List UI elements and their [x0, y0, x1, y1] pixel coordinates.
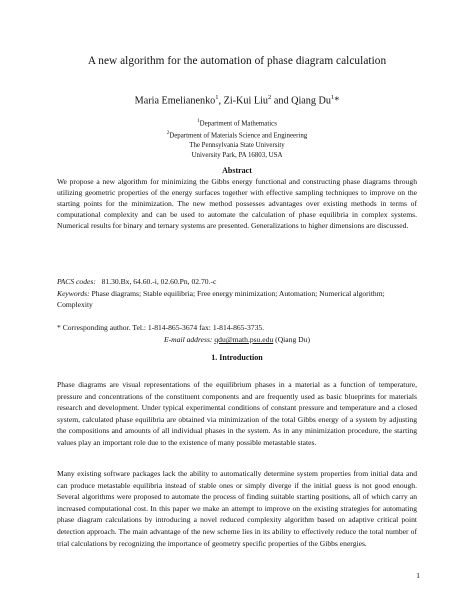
affiliation-line	[40, 129, 434, 141]
keywords	[57, 288, 417, 310]
author-name: Zi-Kui Liu	[223, 95, 269, 107]
pacs-label: PACS codes:	[57, 277, 96, 286]
affiliation-mark: 1	[197, 119, 200, 124]
author-name: Maria Emelianenko	[134, 95, 216, 107]
affiliation-line	[40, 117, 434, 129]
email-link[interactable]: qdu@math.psu.edu	[214, 335, 274, 344]
paper-title: A new algorithm for the automation of phase diagram calculation	[87, 55, 387, 67]
keywords-value: Phase diagrams; Stable equilibria; Free energy minimization; Automation; Numerical algorithm; Complexity	[57, 289, 385, 310]
body-paragraph: Many existing software packages lack the ability to automatically determine system properties from initial data and can produce metastable equilibria instead of stable ones or simply diverge if the initial guess is not good enough. Several algorithms were proposed to automate the process of finding suitable starting positions, all of which carry an increased computational cost. In this paper we make an attempt to improve on the existing strategies for automating phase diagram calculations by introducing a novel reduced complexity algorithm based on adaptive critical point detection approach. The main advantage of the new scheme lies in its ability to effectively reduce the total number of trial calculations by recognizing the importance of geometry specific properties of the Gibbs energies.	[57, 469, 417, 548]
author-separator: ,	[218, 95, 224, 107]
abstract-heading: Abstract	[222, 166, 252, 175]
affiliation-text: Department of Mathematics	[199, 120, 277, 128]
email-owner: (Qiang Du)	[275, 335, 310, 344]
page-number: 1	[416, 571, 420, 580]
corresponding-author-note: * Corresponding author. Tel.: 1-814-865-3674 fax: 1-814-865-3735.	[57, 323, 265, 332]
email-line	[57, 334, 417, 345]
pacs-value: 81.30.Bx, 64.60.-i, 02.60.Pn, 02.70.-c	[101, 277, 217, 286]
author-name: Qiang Du	[291, 95, 331, 107]
author-affil-mark: 2	[268, 94, 272, 101]
affiliation-line: University Park, PA 16803, USA	[191, 151, 283, 159]
author-affil-mark: 1	[215, 94, 219, 101]
pacs-codes	[57, 276, 417, 287]
abstract-text: We propose a new algorithm for minimizing the Gibbs energy functional and constructing phase diagrams through utilizing geometric properties of the energy surfaces together with effective sampling techniques to improve on the starting points for the minimization. The new method possesses advantages over existing methods in terms of computational complexity and can be used to automate the calculation of phase equilibria in complex systems. Numerical results for binary and ternary systems are presented. Generalizations to higher dimensions are discussed.	[57, 177, 417, 231]
email-label: E-mail address:	[164, 335, 213, 344]
author-affil-mark: 1	[331, 94, 335, 101]
affiliations	[40, 117, 434, 160]
affiliation-mark: 2	[166, 131, 170, 136]
affiliation-line: The Pennsylvania State University	[189, 142, 285, 149]
keywords-label: Keywords:	[57, 289, 90, 298]
author-list	[40, 94, 434, 106]
section-heading: 1. Introduction	[211, 353, 263, 362]
corresponding-mark: *	[334, 95, 340, 107]
body-paragraph: Phase diagrams are visual representations of the equilibrium phases in a material as a function of temperature, pressure and concentrations of the constituent components and are frequently used as basic blueprints for materials research and development. Under typical experimental conditions of constant pressure and temperature and a closed system, calculated phase equilibria are obtained via minimization of the total Gibbs energy of a system by adjusting the compositions and amounts of all individual phases in the system. As in any minimization procedure, the starting values play an important role due to the existence of many possible metastable states.	[57, 380, 417, 447]
author-separator: and	[271, 95, 292, 107]
affiliation-text: Department of Materials Science and Engineering	[169, 132, 308, 140]
